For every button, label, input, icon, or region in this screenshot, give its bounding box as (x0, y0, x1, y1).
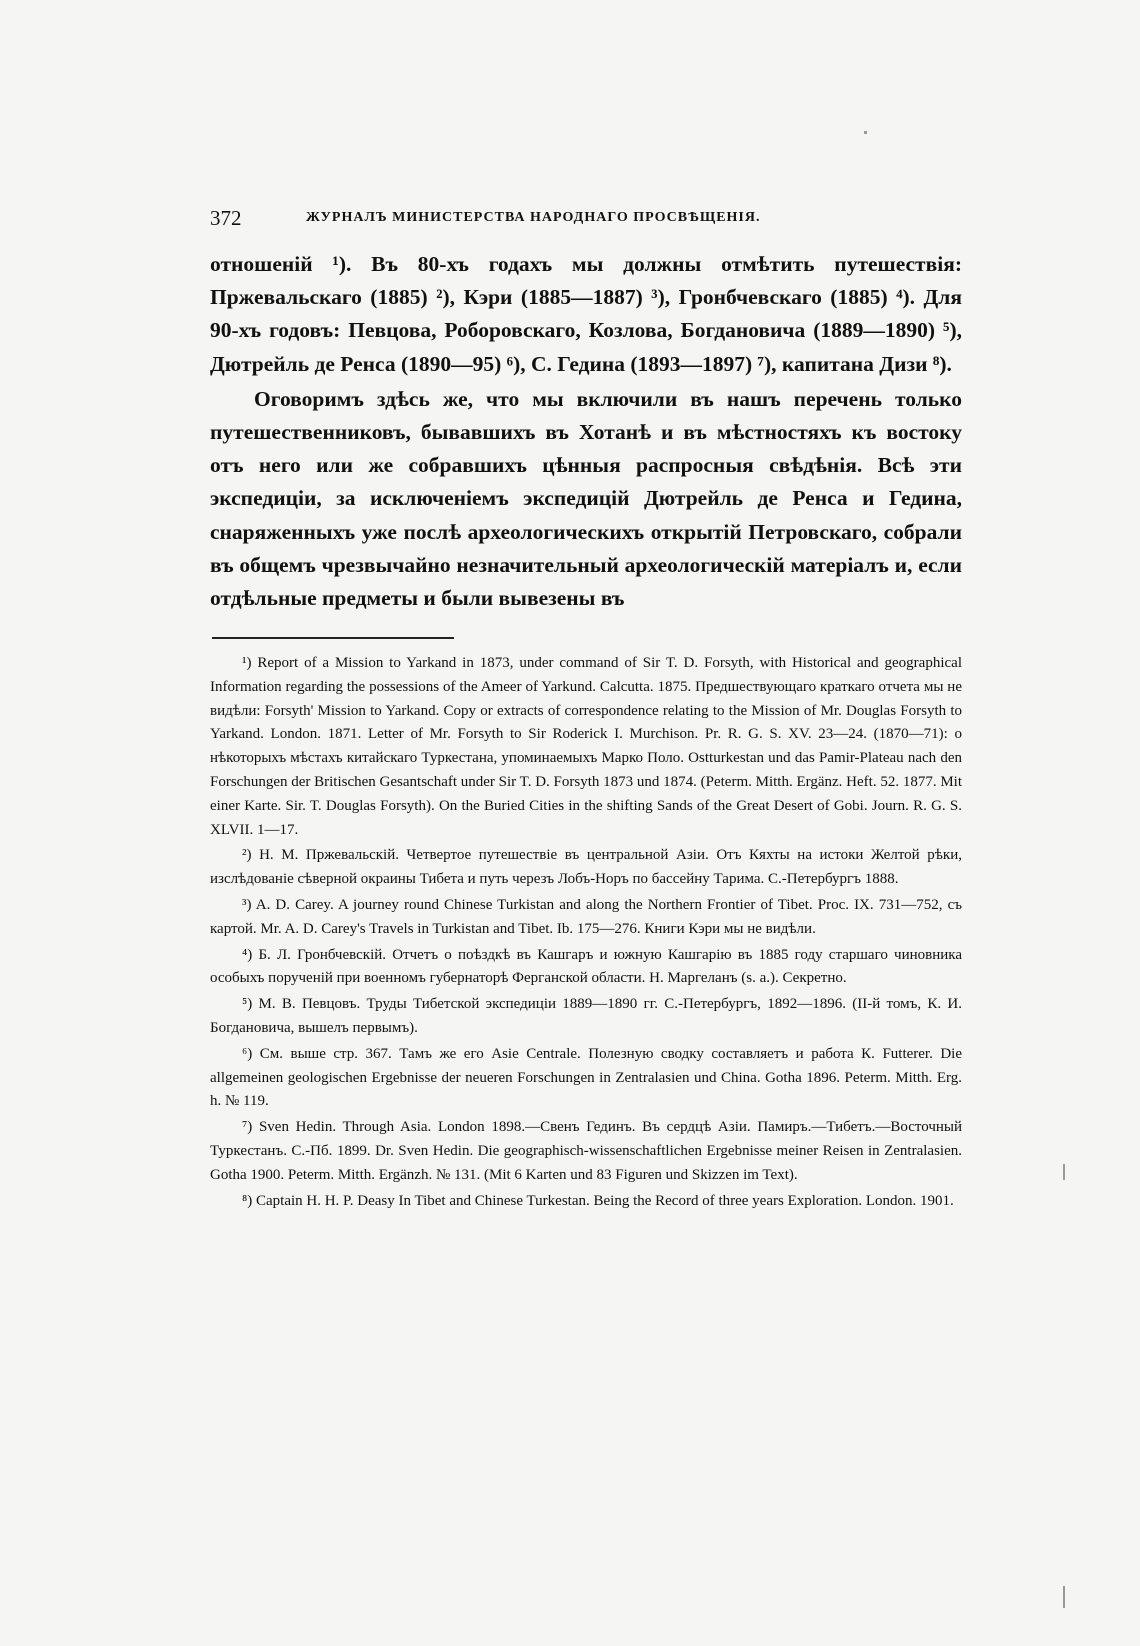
footnote-8 (210, 1190, 962, 1214)
footnote-1 (210, 652, 962, 842)
footnote-text: Report of a Mission to Yarkand in 1873, under command of Sir T. D. Forsyth, with Historical and geographical Information regarding the possessions of the Ameer of Yarkund. Calcutta. 1875. Предшествующаго краткаго отчета мы не видѣли: Forsyth' Mission to Yarkand. Copy or extracts of correspondence relating to the Mission of Mr. Douglas Forsyth to Yarkand. London. 1871. Letter of Mr. Forsyth to Sir Roderick I. Murchison. Pr. R. G. S. XV. 23—24. (1870—71): о нѣкоторыхъ мѣстахъ китайскаго Туркестана, упоминаемыхъ Марко Поло. Ostturkestan und das Pamir-Plateau nach den Forschungen der Britischen Gesantschaft under Sir T. D. Forsyth 1873 und 1874. (Peterm. Mitth. Ergänz. Heft. 52. 1877. Mit einer Karte. Sir. T. Douglas Forsyth). On the Buried Cities in the shifting Sands of the Great Desert of Gobi. Journ. R. G. S. XLVII. 1—17. (210, 655, 962, 838)
main-text (210, 248, 962, 615)
footnote-marker: ⁸) (242, 1192, 253, 1209)
paragraph-1: отношеній ¹). Въ 80-хъ годахъ мы должны отмѣтить путешествія: Пржевальскаго (1885) ²), Кэри (1885—1887) ³), Гронбчевскаго (1885) ⁴). Для 90-хъ годовъ: Певцова, Роборовскаго, Козлова, Богдановича (1889—1890) ⁵), Дютрейль де Ренса (1890—95) ⁶), С. Гедина (1893—1897) ⁷), капитана Дизи ⁸). (210, 252, 962, 376)
footnote-6 (210, 1043, 962, 1114)
running-head: ЖУРНАЛЪ МИНИСТЕРСТВА НАРОДНАГО ПРОСВѢЩЕНІЯ. (306, 210, 761, 225)
scan-speck (864, 131, 867, 134)
page-header (210, 208, 970, 238)
footnote-text: Captain H. H. P. Deasy In Tibet and Chinese Turkestan. Being the Record of three years Exploration. London. 1901. (255, 1192, 954, 1209)
footnote-text: Б. Л. Гронбчевскій. Отчетъ о поѣздкѣ въ Кашгаръ и южную Кашгарію въ 1885 году старшаго чиновника особыхъ порученій при военномъ губернаторѣ Ферганской области. Н. Маргеланъ (s. a.). Секретно. (210, 946, 963, 987)
footnote-7 (210, 1116, 962, 1187)
footnote-text: См. выше стр. 367. Тамъ же его Asie Centrale. Полезную сводку составляетъ и работа К. Futterer. Die allgemeinen geologischen Ergebnisse der neueren Forschungen in Zentralasien und China. Gotha 1896. Peterm. Mitth. Erg. h. № 119. (210, 1045, 963, 1110)
footnote-text: A. D. Carey. A journey round Chinese Turkistan and along the Northern Frontier of Tibet. Proc. IX. 731—752, съ картой. Mr. A. D. Carey's Travels in Turkistan and Tibet. Ib. 175—276. Книги Кэри мы не видѣли. (210, 896, 962, 937)
footnote-5 (210, 993, 962, 1041)
footnote-4 (210, 944, 962, 992)
footnote-marker: ³) (242, 896, 252, 913)
footnote-marker: ⁴) (242, 946, 253, 963)
footnote-text: М. В. Певцовъ. Труды Тибетской экспедиціи 1889—1890 гг. С.-Петербургъ, 1892—1896. (II-й томъ, К. И. Богдановича, вышелъ первымъ). (210, 996, 962, 1036)
paragraph-2: Оговоримъ здѣсь же, что мы включили въ нашъ перечень только путешественниковъ, бывавшихъ въ Хотанѣ и въ мѣстностяхъ къ востоку отъ него или же собравшихъ цѣнныя распросныя свѣдѣнія. Всѣ эти экспедиціи, за исключеніемъ экспедицій Дютрейль де Ренса и Гедина, снаряженныхъ уже послѣ археологическихъ открытій Петровскаго, собрали въ общемъ чрезвычайно незначительный археологическій матеріалъ и, если отдѣльные предметы и были вывезены въ (210, 386, 962, 611)
footnote-marker: ⁵) (242, 996, 253, 1013)
scan-speck (1063, 1164, 1065, 1180)
footnote-marker: ⁶) (242, 1045, 253, 1062)
footnote-2 (210, 844, 962, 892)
footnote-text: Sven Hedin. Through Asia. London 1898.—Свенъ Гединъ. Въ сердцѣ Азіи. Памиръ.—Тибетъ.—Восточный Туркестанъ. С.-Пб. 1899. Dr. Sven Hedin. Die geographisch-wissenschaftlichen Ergebnisse meiner Reisen in Zentralasien. Gotha 1900. Peterm. Mitth. Ergänzh. № 131. (Mit 6 Karten und 83 Figuren und Skizzen im Text). (210, 1119, 963, 1183)
scan-speck (1063, 1586, 1065, 1608)
footnote-marker: ²) (242, 847, 252, 864)
footnote-3 (210, 894, 962, 942)
footnote-marker: ⁷) (242, 1119, 253, 1136)
page-number: 372 (210, 206, 242, 230)
footnote-text: Н. М. Пржевальскій. Четвертое путешествіе въ центральной Азіи. Отъ Кяхты на истоки Желтой рѣки, изслѣдованіе сѣверной окраины Тибета и путь черезъ Лобъ-Норъ по бассейну Тарима. С.-Петербургъ 1888. (210, 847, 962, 888)
footnote-rule (212, 637, 454, 639)
footnotes (210, 652, 962, 1215)
footnote-marker: ¹) (242, 655, 252, 671)
